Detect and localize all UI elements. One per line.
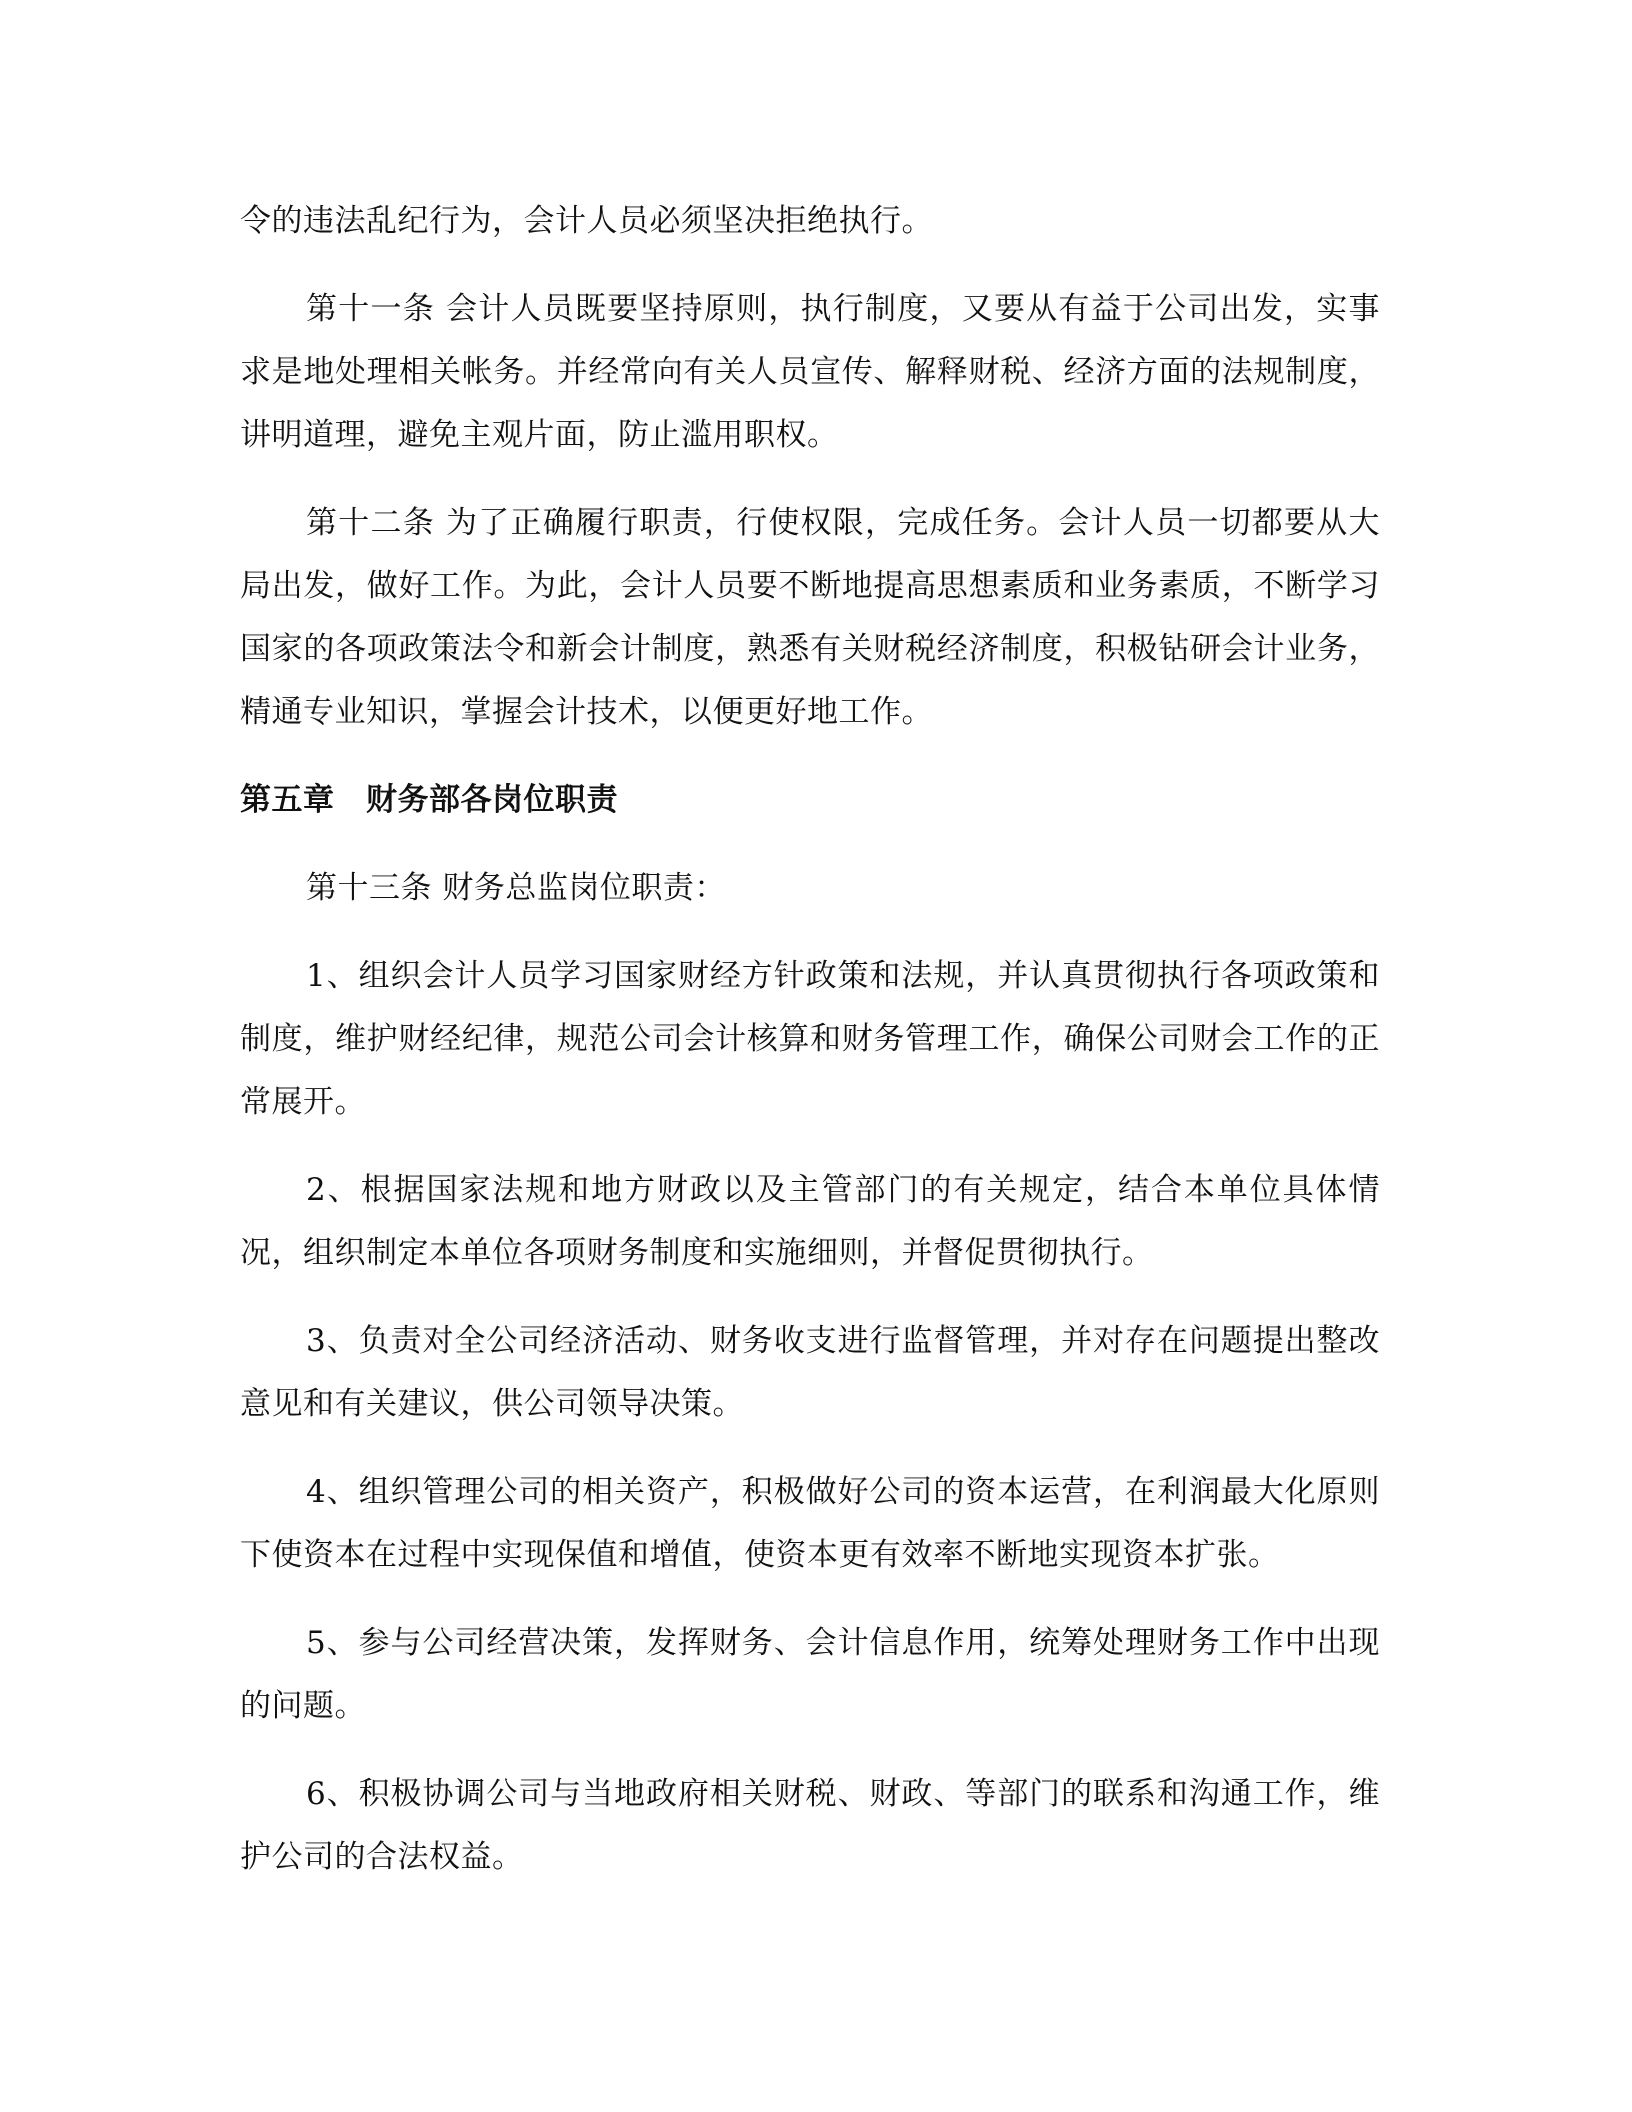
list-item-5: 5、参与公司经营决策，发挥财务、会计信息作用，统筹处理财务工作中出现的问题。 (240, 1625, 1380, 1724)
list-item-2: 2、根据国家法规和地方财政以及主管部门的有关规定，结合本单位具体情况，组织制定本单位各项财务制度和实施细则，并督促贯彻执行。 (240, 1172, 1380, 1271)
paragraph-article-13: 第十三条 财务总监岗位职责： (306, 870, 726, 906)
list-item-4: 4、组织管理公司的相关资产，积极做好公司的资本运营，在利润最大化原则下使资本在过程中实现保值和增值，使资本更有效率不断地实现资本扩张。 (240, 1474, 1380, 1573)
paragraph-continuation: 令的违法乱纪行为，会计人员必须坚决拒绝执行。 (240, 203, 933, 239)
list-item-1: 1、组织会计人员学习国家财经方针政策和法规，并认真贯彻执行各项政策和制度，维护财经纪律，规范公司会计核算和财务管理工作，确保公司财会工作的正常展开。 (240, 958, 1380, 1120)
list-item-3: 3、负责对全公司经济活动、财务收支进行监督管理，并对存在问题提出整改意见和有关建议，供公司领导决策。 (240, 1323, 1380, 1422)
document-body (240, 190, 1380, 1914)
paragraph-article-12: 第十二条 为了正确履行职责，行使权限，完成任务。会计人员一切都要从大局出发，做好工作。为此，会计人员要不断地提高思想素质和业务素质，不断学习国家的各项政策法令和新会计制度，熟悉有关财税经济制度，积极钻研会计业务，精通专业知识，掌握会计技术，以便更好地工作。 (240, 505, 1380, 730)
list-item-6: 6、积极协调公司与当地政府相关财税、财政、等部门的联系和沟通工作，维护公司的合法权益。 (240, 1776, 1380, 1875)
chapter-5-heading: 第五章 财务部各岗位职责 (240, 782, 618, 818)
paragraph-article-11: 第十一条 会计人员既要坚持原则，执行制度，又要从有益于公司出发，实事求是地处理相关帐务。并经常向有关人员宣传、解释财税、经济方面的法规制度，讲明道理，避免主观片面，防止滥用职权。 (240, 291, 1380, 453)
